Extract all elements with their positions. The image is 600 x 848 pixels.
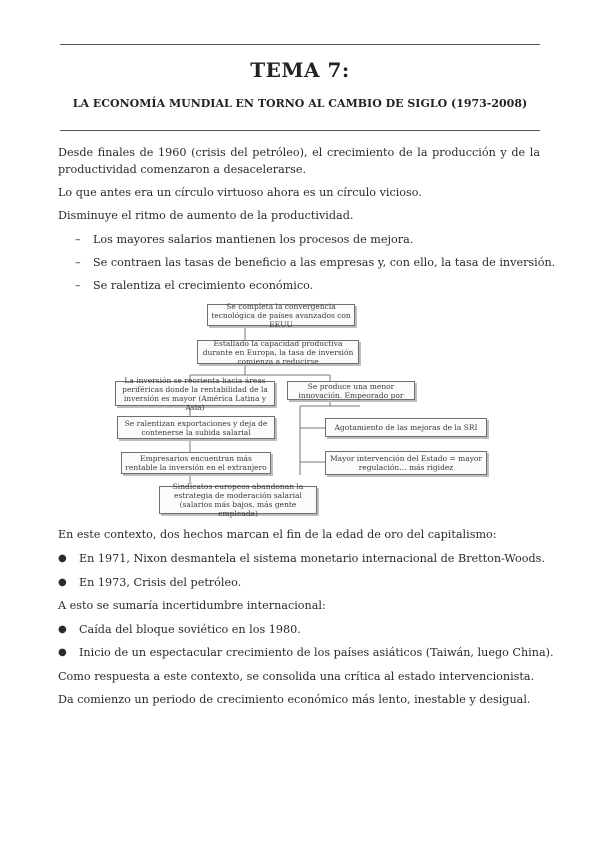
bullet-icon: ● — [58, 647, 67, 658]
page-title: TEMA 7: — [250, 58, 350, 82]
dash-mark: – — [75, 279, 81, 292]
causes-diagram — [115, 300, 495, 520]
context-paragraph: En este contexto, dos hechos marcan el fin de la edad de oro del capitalismo: — [58, 528, 497, 541]
list-item-text: En 1973, Crisis del petróleo. — [79, 576, 242, 589]
dash-item — [75, 254, 556, 271]
diagram-box-right-2: Agotamiento de las mejoras de la SRI — [325, 418, 487, 437]
list-item-text: En 1971, Nixon desmantela el sistema monetario internacional de Bretton-Woods. — [79, 552, 545, 565]
productivity-paragraph: Disminuye el ritmo de aumento de la productividad. — [58, 209, 354, 222]
dash-item-text: Se ralentiza el crecimiento económico. — [93, 279, 314, 292]
list-item — [58, 644, 554, 661]
diagram-box-left-2: Se ralentizan exportaciones y deja de contenerse la subida salarial — [117, 416, 275, 439]
dash-item-text: Los mayores salarios mantienen los procesos de mejora. — [93, 233, 414, 246]
diagram-box-left-1: La inversión se reorienta hacia áreas periféricas donde la rentabilidad de la inversión es mayor (América Latina y Asia) — [115, 381, 275, 406]
uncertainty-paragraph: A esto se sumaría incertidumbre internacional: — [58, 599, 326, 612]
dash-mark: – — [75, 256, 81, 269]
top-divider — [60, 44, 540, 45]
list-item — [58, 621, 301, 638]
bullet-icon: ● — [58, 577, 67, 588]
conclusion-paragraph: Da comienzo un periodo de crecimiento económico más lento, inestable y desigual. — [58, 693, 531, 706]
bullet-icon: ● — [58, 553, 67, 564]
diagram-box-second: Estallado la capacidad productiva durante en Europa, la tasa de inversión comienza a reducirse — [197, 340, 359, 364]
list-item-text: Caída del bloque soviético en los 1980. — [79, 623, 301, 636]
diagram-box-right-3: Mayor intervención del Estado = mayor regulación… más rigidez — [325, 451, 487, 475]
diagram-box-left-3: Empresarios encuentran más rentable la inversión en el extranjero — [121, 452, 271, 474]
response-paragraph: Como respuesta a este contexto, se consolida una crítica al estado intervencionista. — [58, 670, 535, 683]
diagram-box-right-1: Se produce una menor innovación. Empeorado por — [287, 381, 415, 400]
list-item — [58, 550, 545, 567]
intro-paragraph: Desde finales de 1960 (crisis del petróleo), el crecimiento de la producción y de la productividad comenzaron a desacelerarse. — [58, 146, 540, 176]
diagram-box-bottom: Sindicatos europeos abandonan la estrategia de moderación salarial (salarios más bajos, más gente empleada) — [159, 486, 317, 514]
dash-mark: – — [75, 233, 81, 246]
diagram-box-top: Se completa la convergencia tecnológica de países avanzados con EEUU — [207, 304, 355, 326]
dash-item-text: Se contraen las tasas de beneficio a las empresas y, con ello, la tasa de inversión. — [93, 256, 556, 269]
dash-item — [75, 277, 314, 294]
page-subtitle: LA ECONOMÍA MUNDIAL EN TORNO AL CAMBIO DE SIGLO (1973-2008) — [72, 97, 528, 110]
list-item — [58, 574, 242, 591]
dash-item — [75, 231, 414, 248]
header-divider — [60, 130, 540, 131]
list-item-text: Inicio de un espectacular crecimiento de los países asiáticos (Taiwán, luego China). — [79, 646, 554, 659]
circle-paragraph: Lo que antes era un círculo virtuoso ahora es un círculo vicioso. — [58, 186, 422, 199]
bullet-icon: ● — [58, 624, 67, 635]
